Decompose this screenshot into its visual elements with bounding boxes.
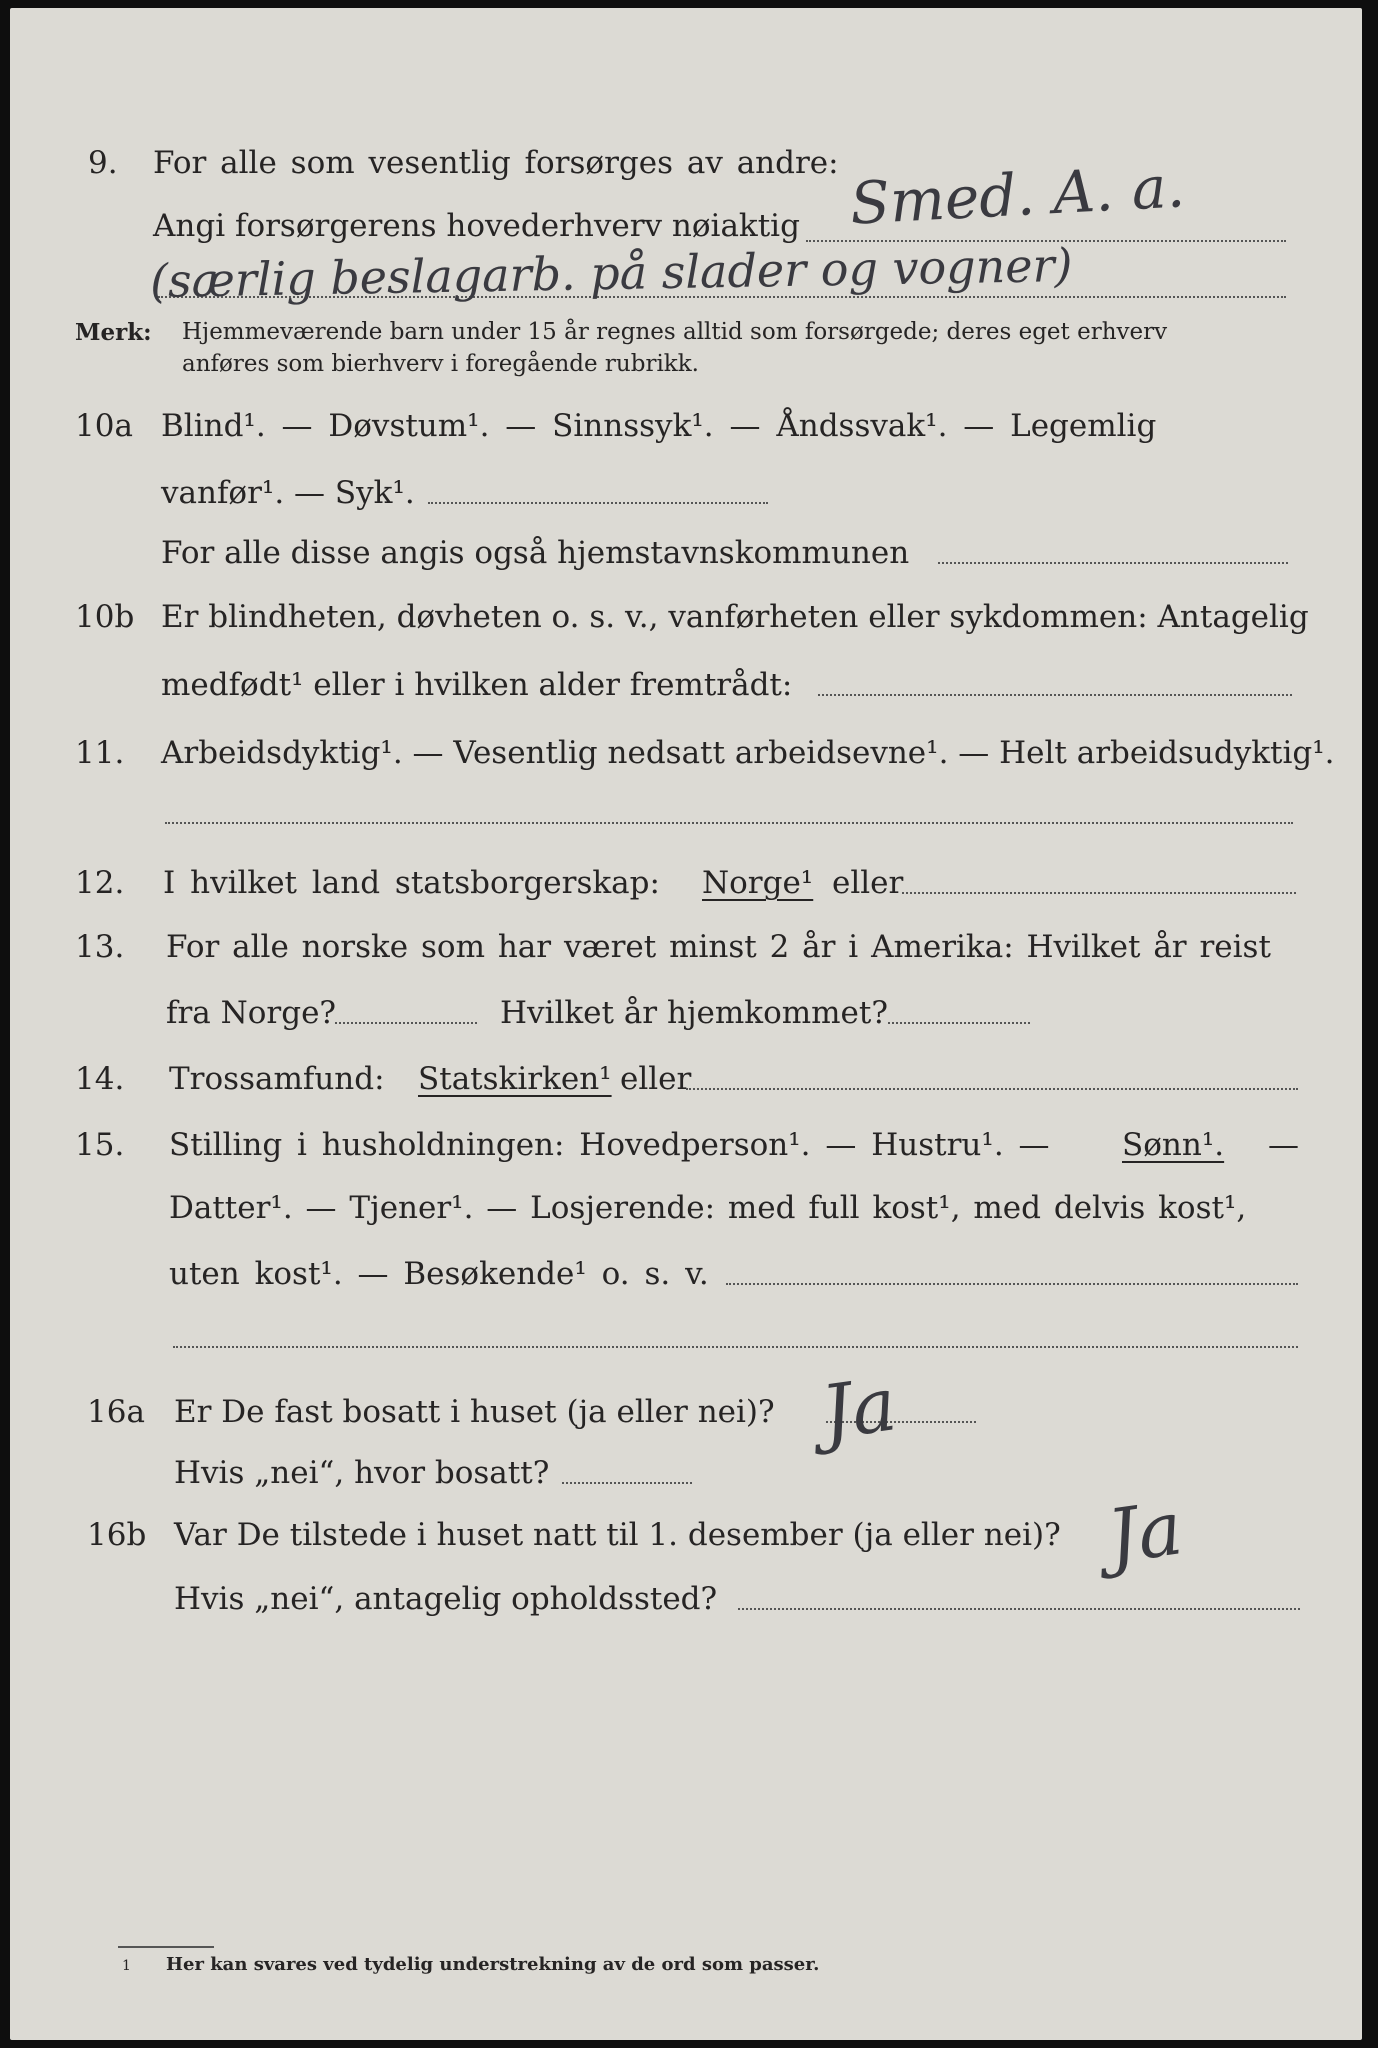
q10a-answer-line <box>428 502 768 504</box>
q9-question-line1: For alle som vesentlig forsørges av andre: <box>153 145 839 181</box>
q14-suffix: eller <box>620 1061 692 1097</box>
q15-answer-line2 <box>173 1346 1298 1348</box>
q11-line1: Arbeidsdyktig¹. — Vesentlig nedsatt arbeidsevne¹. — Helt arbeidsudyktig¹. <box>161 735 1335 771</box>
q16b-line2: Hvis „nei“, antagelig opholdssted? <box>174 1581 718 1617</box>
q9-question-line2: Angi forsørgerens hovederhverv nøiaktig <box>153 208 800 244</box>
q9-number: 9. <box>88 145 118 181</box>
q15-option-sonn: Sønn¹. <box>1122 1127 1225 1163</box>
q13-reist-line <box>335 1022 477 1024</box>
q12-suffix: eller <box>832 865 904 901</box>
q9-handwritten-answer1: Smed. A. a. <box>848 152 1187 238</box>
q16a-number: 16a <box>87 1394 145 1430</box>
merk-line2: anføres som bierhverv i foregående rubrikk. <box>182 351 699 377</box>
q15-line1a: Stilling i husholdningen: Hovedperson¹. — Hustru¹. — <box>169 1127 1050 1163</box>
q10b-number: 10b <box>75 599 135 635</box>
q10a-line2: vanfør¹. — Syk¹. <box>161 475 415 511</box>
q10a-number: 10a <box>75 408 133 444</box>
q16b-number: 16b <box>87 1517 147 1553</box>
merk-label: Merk: <box>75 319 152 346</box>
census-form-page <box>10 8 1362 2040</box>
q15-line2: Datter¹. — Tjener¹. — Losjerende: med full kost¹, med delvis kost¹, <box>169 1190 1247 1226</box>
q10a-hjemstavn-line <box>938 562 1288 564</box>
footnote-mark: 1 <box>122 1958 131 1974</box>
q14-option-statskirken: Statskirken¹ <box>418 1061 612 1097</box>
q14-answer-line <box>686 1088 1298 1090</box>
q15-answer-line1 <box>726 1283 1298 1285</box>
q16a-bosatt-line <box>562 1482 692 1484</box>
q11-number: 11. <box>75 735 125 771</box>
q11-answer-line <box>165 822 1293 824</box>
q12-prefix: I hvilket land statsborgerskap: <box>163 865 660 901</box>
q13-hjemkommet-line <box>888 1022 1030 1024</box>
q15-line1c: — <box>1268 1127 1299 1163</box>
q13-line2b: Hvilket år hjemkommet? <box>500 995 888 1031</box>
q13-line2a: fra Norge? <box>166 995 337 1031</box>
q16b-opholdssted-line <box>738 1608 1300 1610</box>
q16a-line1: Er De fast bosatt i huset (ja eller nei)? <box>174 1394 775 1430</box>
q15-line3: uten kost¹. — Besøkende¹ o. s. v. <box>169 1256 709 1292</box>
footnote-text: Her kan svares ved tydelig understrekning av de ord som passer. <box>166 1954 820 1975</box>
footnote-rule <box>118 1946 214 1948</box>
q13-line1: For alle norske som har været minst 2 år i Amerika: Hvilket år reist <box>166 929 1271 965</box>
q12-answer-line <box>902 892 1296 894</box>
q12-number: 12. <box>75 865 125 901</box>
q16a-line2: Hvis „nei“, hvor bosatt? <box>174 1455 550 1491</box>
q10b-answer-line <box>818 694 1292 696</box>
q16a-handwritten-answer: Ja <box>816 1361 902 1457</box>
q14-prefix: Trossamfund: <box>169 1061 385 1097</box>
q10b-line1: Er blindheten, døvheten o. s. v., vanførheten eller sykdommen: Antagelig <box>161 599 1309 635</box>
q13-number: 13. <box>75 929 125 965</box>
q16b-line1: Var De tilstede i huset natt til 1. desember (ja eller nei)? <box>174 1517 1061 1553</box>
q12-option-norge: Norge¹ <box>702 865 814 901</box>
q16b-handwritten-answer: Ja <box>1102 1485 1188 1581</box>
q9-handwritten-answer2: (særlig beslagarb. på slader og vogner) <box>149 237 1073 309</box>
q15-number: 15. <box>75 1127 125 1163</box>
merk-line1: Hjemmeværende barn under 15 år regnes alltid som forsørgede; deres eget erhverv <box>182 319 1168 345</box>
q10b-line2: medfødt¹ eller i hvilken alder fremtrådt: <box>161 667 793 703</box>
q10a-line3: For alle disse angis også hjemstavnskommunen <box>161 535 910 571</box>
q10a-line1: Blind¹. — Døvstum¹. — Sinnssyk¹. — Åndssvak¹. — Legemlig <box>161 408 1157 444</box>
q14-number: 14. <box>75 1061 125 1097</box>
